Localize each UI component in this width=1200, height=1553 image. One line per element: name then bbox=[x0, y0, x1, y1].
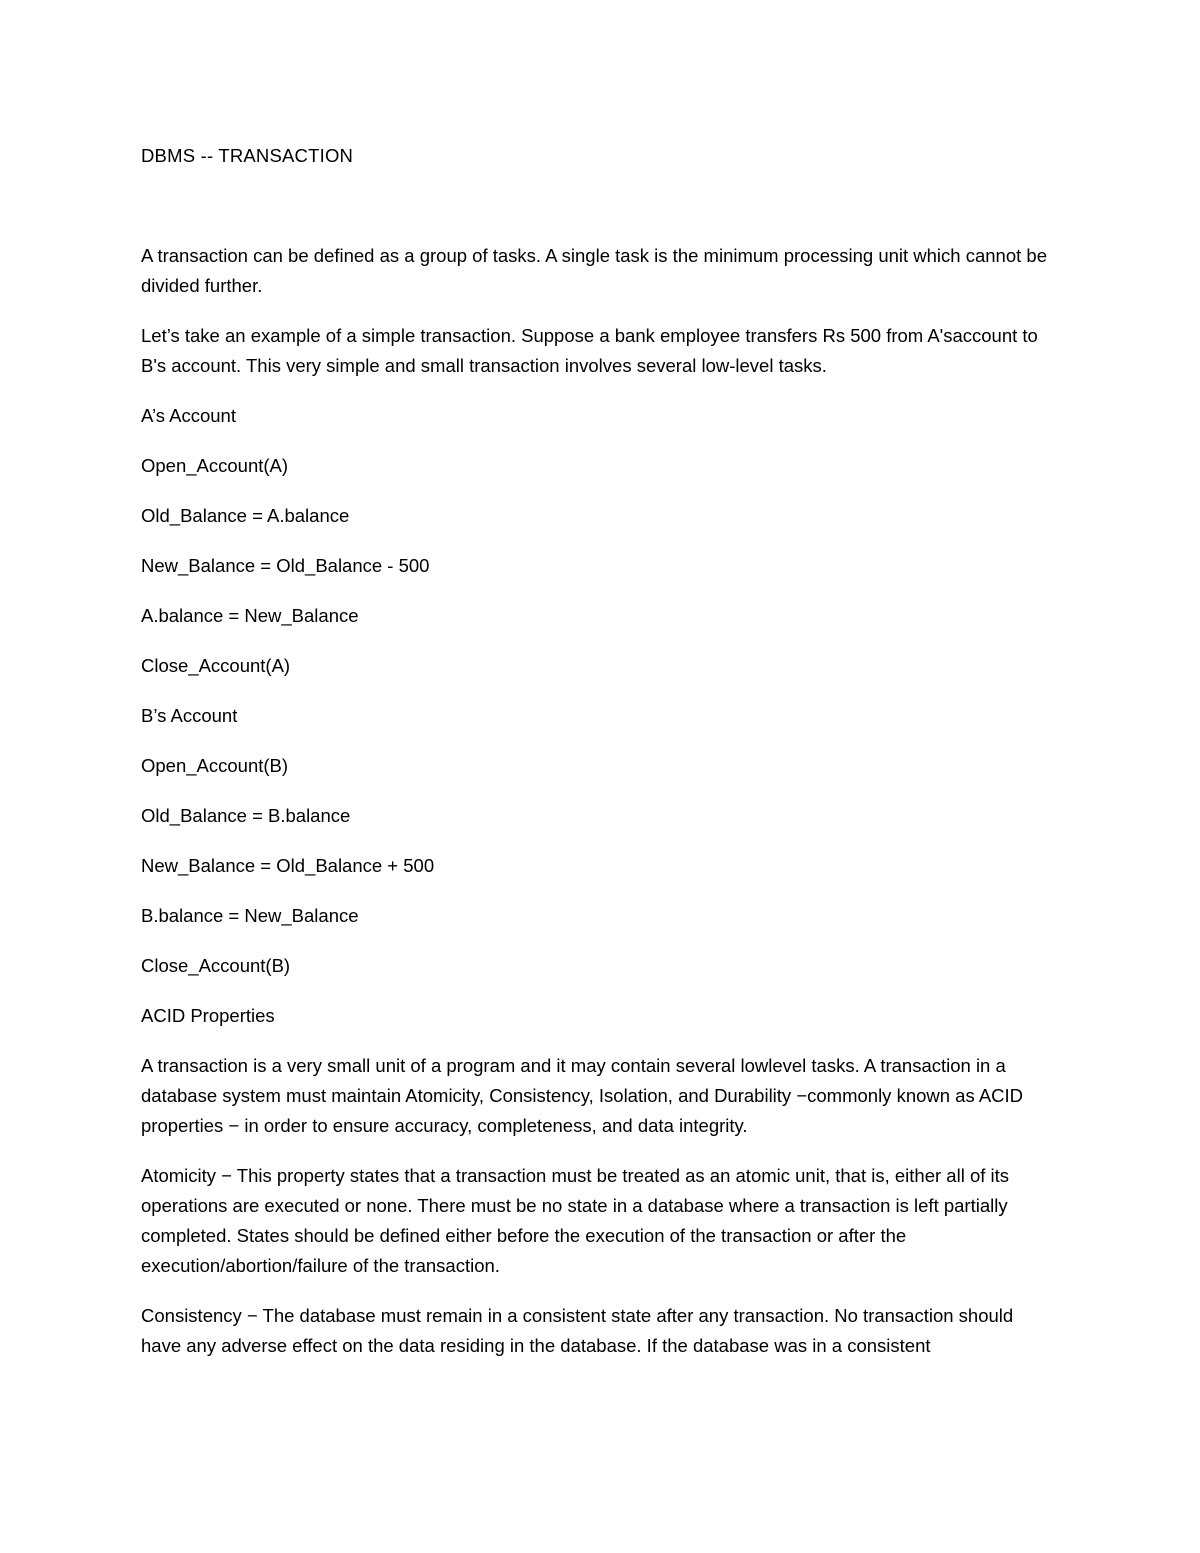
code-line-new-balance-a: New_Balance = Old_Balance - 500 bbox=[141, 555, 430, 576]
code-line-close-account-b: Close_Account(B) bbox=[141, 955, 291, 976]
code-line-open-account-a: Open_Account(A) bbox=[141, 455, 289, 476]
intro-paragraph-definition: A transaction can be defined as a group of tasks. A single task is the minimum processing unit which cannot be divided further. bbox=[141, 245, 1047, 296]
document-body bbox=[141, 141, 1056, 1381]
code-line-assign-balance-b: B.balance = New_Balance bbox=[141, 905, 359, 926]
code-line-old-balance-b: Old_Balance = B.balance bbox=[141, 805, 351, 826]
intro-paragraph-example: Let’s take an example of a simple transaction. Suppose a bank employee transfers Rs 500 from A'saccount to B's account. This very simple and small transaction involves several low-level tasks. bbox=[141, 325, 1038, 376]
atomicity-paragraph: Atomicity − This property states that a transaction must be treated as an atomic unit, that is, either all of its operations are executed or none. There must be no state in a database where a transaction is left partially completed. States should be defined either before the execution of the transaction or after the execution/abortion/failure of the transaction. bbox=[141, 1165, 1010, 1276]
acid-intro-paragraph: A transaction is a very small unit of a program and it may contain several lowlevel tasks. A transaction in a database system must maintain Atomicity, Consistency, Isolation, and Durability −commonly known as ACID properties − in order to ensure accuracy, completeness, and data integrity. bbox=[141, 1055, 1024, 1136]
code-line-close-account-a: Close_Account(A) bbox=[141, 655, 291, 676]
b-account-heading: B’s Account bbox=[141, 705, 238, 726]
a-account-heading: A’s Account bbox=[141, 405, 236, 426]
acid-properties-heading: ACID Properties bbox=[141, 1005, 275, 1026]
code-line-assign-balance-a: A.balance = New_Balance bbox=[141, 605, 359, 626]
code-line-open-account-b: Open_Account(B) bbox=[141, 755, 289, 776]
document-title: DBMS -- TRANSACTION bbox=[141, 145, 354, 166]
consistency-paragraph: Consistency − The database must remain in a consistent state after any transaction. No transaction should have any adverse effect on the data residing in the database. If the database was in a consistent bbox=[141, 1305, 1014, 1356]
code-line-old-balance-a: Old_Balance = A.balance bbox=[141, 505, 350, 526]
code-line-new-balance-b: New_Balance = Old_Balance + 500 bbox=[141, 855, 435, 876]
